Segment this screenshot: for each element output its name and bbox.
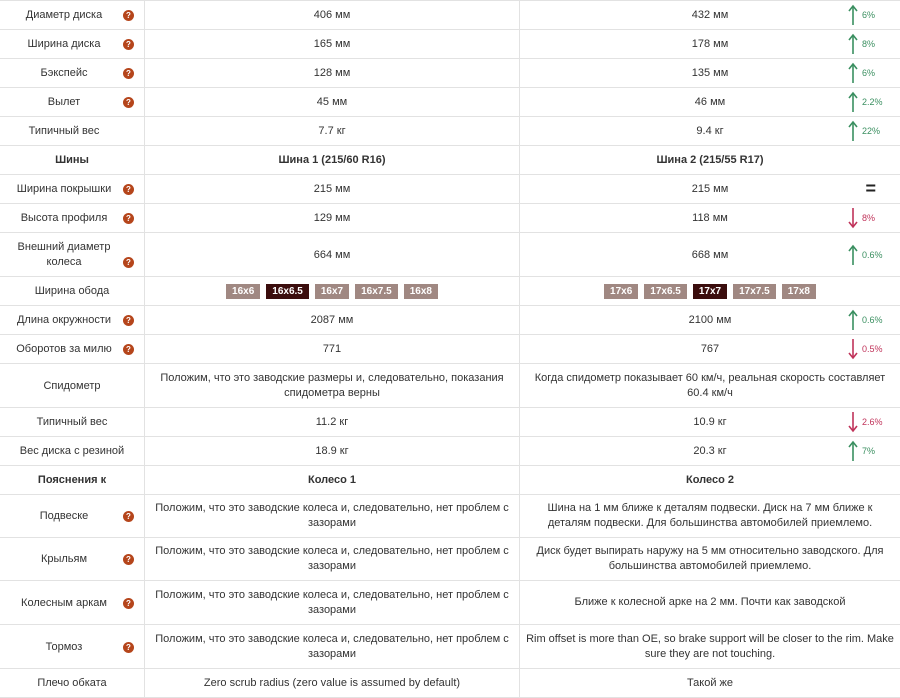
row-label: Длина окружности: [16, 314, 112, 326]
row-label: Бэкспейс: [40, 67, 88, 79]
arrow-up-icon: [848, 244, 858, 266]
row-label: Спидометр: [0, 364, 145, 407]
row-label: Типичный вес: [28, 125, 100, 137]
tire1-value: 129 мм: [145, 204, 520, 232]
row-label: Ширина покрышки: [16, 183, 112, 195]
tire2-value: 10.9 кг: [693, 416, 727, 428]
row-label: Высота профиля: [20, 212, 108, 224]
help-icon[interactable]: ?: [123, 315, 134, 326]
table-row: [0, 204, 900, 233]
diff-percent: 0.6%: [862, 315, 883, 325]
help-icon[interactable]: ?: [123, 39, 134, 50]
rim-size-chip[interactable]: 16x8: [404, 284, 438, 299]
table-row: [0, 88, 900, 117]
help-icon[interactable]: ?: [123, 511, 134, 522]
row-label: Диаметр диска: [25, 9, 103, 21]
row-label: Ширина диска: [27, 38, 101, 50]
wheel2-value: 178 мм: [691, 38, 729, 50]
row-label: Тормоз: [45, 640, 83, 653]
arrow-up-icon: [848, 309, 858, 331]
row-label: Подвеске: [39, 510, 89, 522]
tire1-value: Положим, что это заводские размеры и, следовательно, показания спидометра верны: [145, 364, 520, 407]
diff-percent: 6%: [862, 10, 876, 20]
help-icon[interactable]: ?: [123, 554, 134, 565]
table-row: [0, 437, 900, 466]
table-row: [0, 306, 900, 335]
arrow-down-icon: [848, 338, 858, 360]
table-row: [0, 669, 900, 698]
wheel1-note: Положим, что это заводские колеса и, следовательно, нет проблем с зазорами: [145, 581, 520, 624]
table-row: [0, 233, 900, 277]
rim-size-chip-selected[interactable]: 17x7: [693, 284, 727, 299]
row-label: Ширина обода: [0, 277, 145, 305]
rim-size-list-2: [604, 284, 816, 299]
wheel2-note: Шина на 1 мм ближе к деталям подвески. Диск на 7 мм ближе к деталям подвески. Для большинства автомобилей приемлемо.: [547, 502, 873, 529]
wheel1-note: Положим, что это заводские колеса и, следовательно, нет проблем с зазорами: [145, 538, 520, 580]
wheel2-note: Диск будет выпирать наружу на 5 мм относительно заводского. Для большинства автомобилей приемлемо.: [536, 545, 884, 572]
row-label: Оборотов за милю: [16, 343, 112, 355]
arrow-down-icon: [848, 207, 858, 229]
help-icon[interactable]: ?: [123, 642, 134, 653]
wheel2-value: 135 мм: [691, 67, 729, 79]
tire2-value: 215 мм: [691, 183, 729, 195]
arrow-up-icon: [848, 120, 858, 142]
tire1-header: Шина 1 (215/60 R16): [145, 146, 520, 174]
help-icon[interactable]: ?: [123, 184, 134, 195]
wheel2-value: 9.4 кг: [696, 125, 724, 137]
wheel1-value: 7.7 кг: [145, 117, 520, 145]
wheel1-header: Колесо 1: [145, 466, 520, 494]
row-label: Внешний диаметр колеса: [17, 240, 111, 268]
arrow-up-icon: [848, 440, 858, 462]
wheel1-value: 128 мм: [145, 59, 520, 87]
tire1-value: 215 мм: [145, 175, 520, 203]
wheel2-note: Ближе к колесной арке на 2 мм. Почти как заводской: [574, 596, 846, 608]
help-icon[interactable]: ?: [123, 213, 134, 224]
table-row: [0, 30, 900, 59]
wheel2-header: Колесо 2: [686, 474, 734, 486]
tire2-value: 2100 мм: [688, 314, 732, 326]
tire2-value: 118 мм: [692, 212, 728, 224]
table-row: [0, 1, 900, 30]
rim-size-chip[interactable]: 17x6: [604, 284, 638, 299]
tire2-header: Шина 2 (215/55 R17): [656, 154, 764, 166]
rim-size-chip[interactable]: 16x7: [315, 284, 349, 299]
wheel1-note: Zero scrub radius (zero value is assumed by default): [145, 669, 520, 697]
arrow-up-icon: [848, 62, 858, 84]
help-icon[interactable]: ?: [123, 257, 134, 268]
rim-size-chip-selected[interactable]: 16x6.5: [266, 284, 309, 299]
tire1-value: 11.2 кг: [145, 408, 520, 436]
tire2-value: 668 мм: [691, 248, 729, 261]
rim-size-chip[interactable]: 17x6.5: [644, 284, 687, 299]
rim-size-chip[interactable]: 16x7.5: [355, 284, 398, 299]
table-row: [0, 59, 900, 88]
diff-percent: 7%: [862, 446, 876, 456]
tire2-value: 20.3 кг: [693, 445, 727, 457]
wheel1-value: 165 мм: [145, 30, 520, 58]
table-row: [0, 625, 900, 669]
table-row: [0, 175, 900, 204]
rim-size-chip[interactable]: 16x6: [226, 284, 260, 299]
diff-percent: 0.5%: [862, 344, 883, 354]
section-title: Пояснения к: [0, 466, 145, 494]
rim-size-chip[interactable]: 17x8: [782, 284, 816, 299]
diff-percent: 22%: [862, 126, 881, 136]
wheel1-note: Положим, что это заводские колеса и, следовательно, нет проблем с зазорами: [145, 625, 520, 668]
arrow-up-icon: [848, 91, 858, 113]
diff-percent: 2.2%: [862, 97, 883, 107]
wheel1-value: 406 мм: [145, 1, 520, 29]
table-row: [0, 408, 900, 437]
row-label: Вылет: [47, 96, 81, 108]
wheel2-note: Такой же: [686, 677, 734, 689]
section-title: Шины: [0, 146, 145, 174]
diff-percent: 0.6%: [862, 249, 883, 260]
diff-percent: 2.6%: [862, 417, 883, 427]
arrow-up-icon: [848, 4, 858, 26]
arrow-up-icon: [848, 33, 858, 55]
table-row: [0, 538, 900, 581]
table-row: [0, 117, 900, 146]
rim-size-chip[interactable]: 17x7.5: [733, 284, 776, 299]
table-row: [0, 364, 900, 408]
equal-icon: =: [865, 178, 876, 199]
tire1-value: 771: [145, 335, 520, 363]
row-label: Плечо обката: [0, 669, 145, 697]
diff-percent: 6%: [862, 68, 876, 78]
help-icon[interactable]: ?: [123, 97, 134, 108]
tire1-value: 664 мм: [145, 233, 520, 276]
rim-size-list-1: [226, 284, 438, 299]
tire1-value: 18.9 кг: [145, 437, 520, 465]
diff-percent: 8%: [862, 213, 876, 223]
tire1-value: 2087 мм: [145, 306, 520, 334]
table-row: [0, 335, 900, 364]
row-label: Вес диска с резиной: [0, 437, 145, 465]
help-icon[interactable]: ?: [123, 68, 134, 79]
arrow-down-icon: [848, 411, 858, 433]
row-label: Типичный вес: [0, 408, 145, 436]
wheel2-value: 432 мм: [691, 9, 729, 21]
row-label: Колесным аркам: [21, 596, 107, 609]
help-icon[interactable]: ?: [123, 598, 134, 609]
row-label: Крыльям: [40, 553, 88, 565]
wheel2-note: Rim offset is more than OE, so brake support will be closer to the rim. Make sure they are not touching.: [526, 632, 894, 660]
section-header: [0, 146, 900, 175]
wheel1-value: 45 мм: [145, 88, 520, 116]
tire2-value: Когда спидометр показывает 60 км/ч, реальная скорость составляет 60.4 км/ч: [534, 371, 886, 399]
tire2-value: 767: [700, 343, 720, 355]
table-row: [0, 277, 900, 306]
wheel2-value: 46 мм: [694, 96, 726, 108]
table-row: [0, 581, 900, 625]
diff-percent: 8%: [862, 39, 876, 49]
section-header: [0, 466, 900, 495]
table-row: [0, 495, 900, 538]
wheel1-note: Положим, что это заводские колеса и, следовательно, нет проблем с зазорами: [145, 495, 520, 537]
help-icon[interactable]: ?: [123, 344, 134, 355]
help-icon[interactable]: ?: [123, 10, 134, 21]
